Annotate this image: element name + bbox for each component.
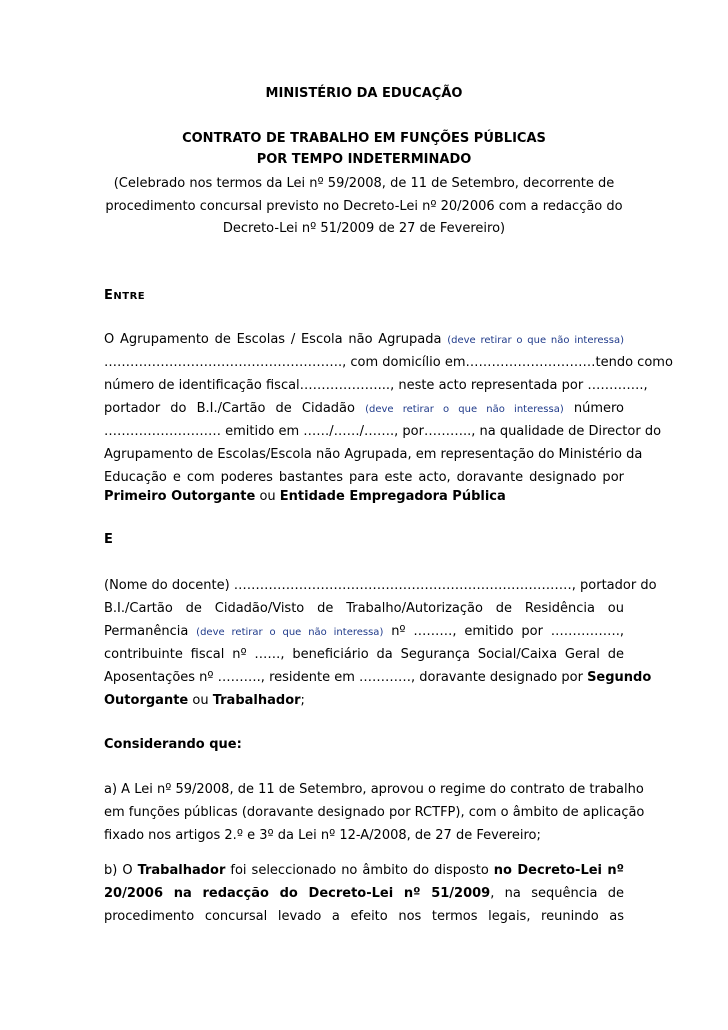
pb-trabalhador-term: Trabalhador (137, 863, 226, 878)
pb-line-1-start: b) O (104, 863, 133, 878)
p1-line-1-note: (deve retirar o que não interessa) (447, 335, 624, 346)
p2-line-4: contribuinte fiscal nº ……, beneficiário da Segurança Social/Caixa Geral de (104, 647, 624, 662)
p2-line-5-text: Aposentações nº ………., residente em …………, doravante designado por (104, 670, 583, 685)
header-note-line-2: procedimento concursal previsto no Decreto-Lei nº 20/2006 com a redacção do (105, 199, 623, 214)
pb-line-2-text: , na sequência de (490, 886, 625, 901)
pa-line-1: a) A Lei nº 59/2008, de 11 de Setembro, aprovou o regime do contrato de trabalho (104, 782, 644, 797)
contract-title: CONTRATO DE TRABALHO EM FUNÇÕES PÚBLICAS (182, 131, 546, 146)
p1-line-5: ……………………… emitido em ……/……/……., por……….., na qualidade de Director do (104, 424, 662, 439)
entidade-empregadora-term: Entidade Empregadora Pública (279, 489, 506, 504)
entre-heading (104, 286, 624, 306)
p2-line-6-or: ou (188, 693, 213, 708)
p1-line-1-text: O Agrupamento de Escolas / Escola não Agrupada (104, 332, 442, 347)
p1-line-8 (104, 487, 624, 507)
p1-line-4-text: portador do B.I./Cartão de Cidadão (104, 401, 355, 416)
primeiro-outorgante-term: Primeiro Outorgante (104, 489, 256, 504)
p1-line-8-or: ou (255, 489, 280, 504)
considerando-heading: Considerando que: (104, 737, 242, 752)
p2-line-6-end: ; (300, 693, 305, 708)
p1-line-3: número de identificação fiscal………………..., neste acto representada por …………., (104, 378, 648, 393)
p2-line-1: (Nome do docente) ……………………………………………………………………, portador do (104, 578, 657, 593)
p2-line-5 (104, 668, 652, 688)
p2-line-3 (104, 622, 624, 642)
pb-decreto-lei-number: 20/2006 na redacção do Decreto-Lei nº 51/2009 (104, 886, 491, 901)
pa-line-3: fixado nos artigos 2.º e 3º da Lei nº 12-A/2008, de 27 de Fevereiro; (104, 828, 541, 843)
p2-line-3-note: (deve retirar o que não interessa) (196, 627, 384, 638)
p1-line-1 (104, 330, 624, 350)
p2-line-2: B.I./Cartão de Cidadão/Visto de Trabalho/Autorização de Residência ou (104, 601, 624, 616)
ministry-heading: MINISTÉRIO DA EDUCAÇÃO (265, 86, 463, 101)
e-label: E (104, 532, 113, 547)
pb-decreto-lei-term: no Decreto-Lei nº (493, 863, 624, 878)
header-note-line-1: (Celebrado nos termos da Lei nº 59/2008, de 11 de Setembro, decorrente de (113, 176, 615, 191)
p2-line-3-text: Permanência (104, 624, 189, 639)
outorgante-term: Outorgante (104, 693, 189, 708)
p1-line-7: Educação e com poderes bastantes para este acto, doravante designado por (104, 470, 624, 485)
contract-subtitle: POR TEMPO INDETERMINADO (256, 152, 472, 167)
p1-line-2: ………………………………………………., com domicílio em…………………………tendo como (104, 355, 673, 370)
p2-line-6 (104, 691, 624, 711)
p1-line-6: Agrupamento de Escolas/Escola não Agrupada, em representação do Ministério da (104, 447, 643, 462)
p2-line-3-end: nº ………, emitido por ……………., (391, 624, 625, 639)
trabalhador-term: Trabalhador (212, 693, 301, 708)
entre-rest: NTRE (113, 291, 146, 302)
p1-line-4-note: (deve retirar o que não interessa) (365, 404, 564, 415)
entre-first-letter: E (104, 288, 114, 303)
p1-line-4 (104, 399, 624, 419)
pb-line-2 (104, 884, 624, 904)
pa-line-2: em funções públicas (doravante designado por RCTFP), com o âmbito de aplicação (104, 805, 645, 820)
pb-line-1 (104, 861, 624, 881)
p1-line-4-end: número (573, 401, 625, 416)
segundo-term: Segundo (587, 670, 652, 685)
pb-line-3: procedimento concursal levado a efeito nos termos legais, reunindo as (104, 909, 624, 924)
pb-line-1-text: foi seleccionado no âmbito do disposto (230, 863, 489, 878)
header-note-line-3: Decreto-Lei nº 51/2009 de 27 de Fevereiro) (222, 221, 506, 236)
